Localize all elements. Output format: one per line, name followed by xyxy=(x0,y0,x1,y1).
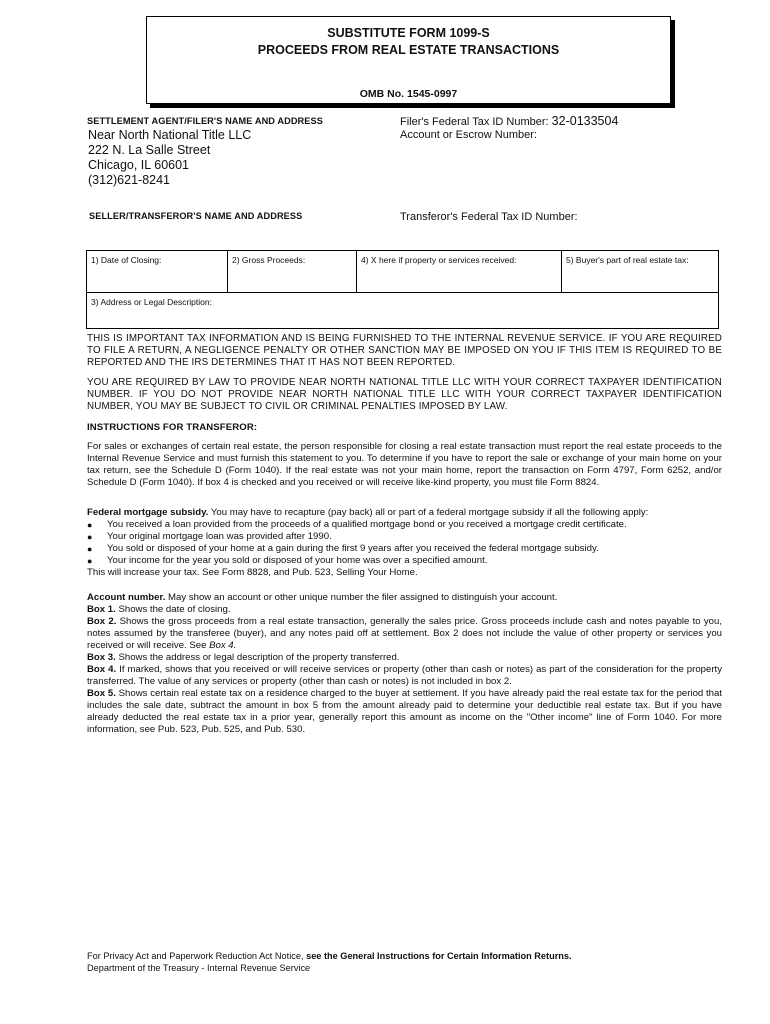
agent-street: 222 N. La Salle Street xyxy=(88,143,211,157)
box5-label: 5) Buyer's part of real estate tax: xyxy=(566,255,689,265)
account-instruction xyxy=(87,592,722,604)
filer-tax-id-value: 32-0133504 xyxy=(551,114,619,128)
subsidy-heading: Federal mortgage subsidy. xyxy=(87,507,209,518)
box2-label: 2) Gross Proceeds: xyxy=(232,255,306,265)
account-text: May show an account or other unique number the filer assigned to distinguish your account. xyxy=(165,592,558,603)
box5-instruction xyxy=(87,688,722,736)
agent-label: SETTLEMENT AGENT/FILER'S NAME AND ADDRESS xyxy=(87,116,323,126)
agent-city: Chicago, IL 60601 xyxy=(88,158,190,172)
privacy-notice xyxy=(87,950,572,962)
box4-text: If marked, shows that you received or will receive services or property (other than cash or notes) as part of the consideration for the property transferred. The value of any services or property (other than cash or notes) is not included in box 2. xyxy=(87,664,722,687)
form-subtitle: PROCEEDS FROM REAL ESTATE TRANSACTIONS xyxy=(257,43,560,57)
box1-text: Shows the date of closing. xyxy=(115,604,231,615)
box2-instruction xyxy=(87,616,722,652)
privacy-bold-text: see the General Instructions for Certain Information Returns. xyxy=(306,951,572,961)
box3-text: Shows the address or legal description of the property transferred. xyxy=(115,652,400,663)
box2-text: Shows the gross proceeds from a real estate transaction, generally the sales price. Gross proceeds include cash and notes payable to you, notes assumed by the transferee (buyer), and any notes paid off at settlement. Box 2 does not include the value of other property or services you received or will receive. See xyxy=(87,616,722,651)
box3-heading: Box 3. xyxy=(87,652,116,663)
omb-number: OMB No. 1545-0997 xyxy=(359,88,458,100)
privacy-text: For Privacy Act and Paperwork Reduction Act Notice, xyxy=(87,951,307,961)
subsidy-bullet: ● Your original mortgage loan was provided after 1990. xyxy=(87,531,722,543)
agent-address-block xyxy=(88,128,251,188)
important-notice: THIS IS IMPORTANT TAX INFORMATION AND IS BEING FURNISHED TO THE INTERNAL REVENUE SERVICE. IF YOU ARE REQUIRED TO FILE A RETURN, A NEGLIGENCE PENALTY OR OTHER SANCTION MAY BE IMPOSED ON YOU IF THIS ITEM IS REQUIRED TO BE REPORTED AND THE IRS DETERMINES THAT IT HAS NOT BEEN REPORTED. xyxy=(87,333,722,368)
box5-heading: Box 5. xyxy=(87,688,116,699)
box4-cell xyxy=(357,251,562,293)
box-instructions-section xyxy=(87,592,722,736)
subsidy-text: You may have to recapture (pay back) all or part of a federal mortgage subsidy if all the following apply: xyxy=(208,507,649,518)
box3-instruction xyxy=(87,652,722,664)
filer-tax-id-row xyxy=(400,114,618,128)
account-number-label: Account or Escrow Number: xyxy=(400,129,537,141)
department-line: Department of the Treasury - Internal Revenue Service xyxy=(87,963,311,973)
box3-label: 3) Address or Legal Description: xyxy=(91,297,212,307)
instructions-intro: For sales or exchanges of certain real estate, the person responsible for closing a real estate transaction must report the real estate proceeds to the Internal Revenue Service and must furnish this statement to you. To determine if you have to report the sale or exchange of your main home on your tax return, see the Schedule D (Form 1040). If the real estate was not your main home, report the transaction on Form 4797, Form 6252, and/or Schedule D (Form 1040). If box 4 is checked and you received or will receive like-kind property, you must file Form 8824. xyxy=(87,441,722,488)
box2-see-box4: Box 4. xyxy=(209,640,237,651)
form-boxes-table xyxy=(86,250,719,329)
seller-label: SELLER/TRANSFEROR'S NAME AND ADDRESS xyxy=(89,211,303,221)
box1-cell xyxy=(87,251,228,293)
subsidy-tail: This will increase your tax. See Form 8828, and Pub. 523, Selling Your Home. xyxy=(87,567,418,578)
box2-heading: Box 2. xyxy=(87,616,117,627)
form-title: SUBSTITUTE FORM 1099-S xyxy=(327,26,490,40)
box4-label: 4) X here if property or services received: xyxy=(361,255,517,265)
box1-heading: Box 1. xyxy=(87,604,116,615)
required-notice: YOU ARE REQUIRED BY LAW TO PROVIDE NEAR NORTH NATIONAL TITLE LLC WITH YOUR CORRECT TAXPAYER IDENTIFICATION NUMBER. IF YOU DO NOT PROVIDE NEAR NORTH NATIONAL TITLE LLC WITH YOUR CORRECT TAXPAYER IDENTIFICATION NUMBER, YOU MAY BE SUBJECT TO CIVIL OR CRIMINAL PENALTIES IMPOSED BY LAW. xyxy=(87,377,722,412)
agent-phone: (312)621-8241 xyxy=(88,173,171,187)
box1-label: 1) Date of Closing: xyxy=(91,255,162,265)
agent-name: Near North National Title LLC xyxy=(88,128,252,142)
subsidy-bullet: ● Your income for the year you sold or disposed of your home was over a specified amount. xyxy=(87,555,722,567)
box5-cell xyxy=(562,251,719,293)
account-heading: Account number. xyxy=(87,592,166,603)
instructions-heading: INSTRUCTIONS FOR TRANSFEROR: xyxy=(87,422,258,433)
subsidy-bullet: ● You sold or disposed of your home at a gain during the first 9 years after you received the federal mortgage subsidy. xyxy=(87,543,722,555)
box1-instruction xyxy=(87,604,722,616)
box4-heading: Box 4. xyxy=(87,664,117,675)
subsidy-bullet: ● You received a loan provided from the proceeds of a qualified mortgage bond or you received a mortgage credit certificate. xyxy=(87,519,722,531)
box2-cell xyxy=(228,251,357,293)
subsidy-bullet-list xyxy=(87,519,722,567)
box3-cell xyxy=(87,293,719,329)
transferor-tax-id-label: Transferor's Federal Tax ID Number: xyxy=(400,211,578,223)
box5-text: Shows certain real estate tax on a residence charged to the buyer at settlement. If you have already paid the real estate tax for the period that includes the sale date, subtract the amount in box 5 from the amount already paid to determine your deductible real estate tax. But if you have already deducted the real estate tax in a prior year, generally report this amount as income on the "Other income" line of Form 1040. For more information, see Pub. 523, Pub. 525, and Pub. 530. xyxy=(87,688,723,735)
box4-instruction xyxy=(87,664,722,688)
filer-tax-id-label: Filer's Federal Tax ID Number: xyxy=(400,116,549,128)
mortgage-subsidy-section xyxy=(87,507,722,579)
